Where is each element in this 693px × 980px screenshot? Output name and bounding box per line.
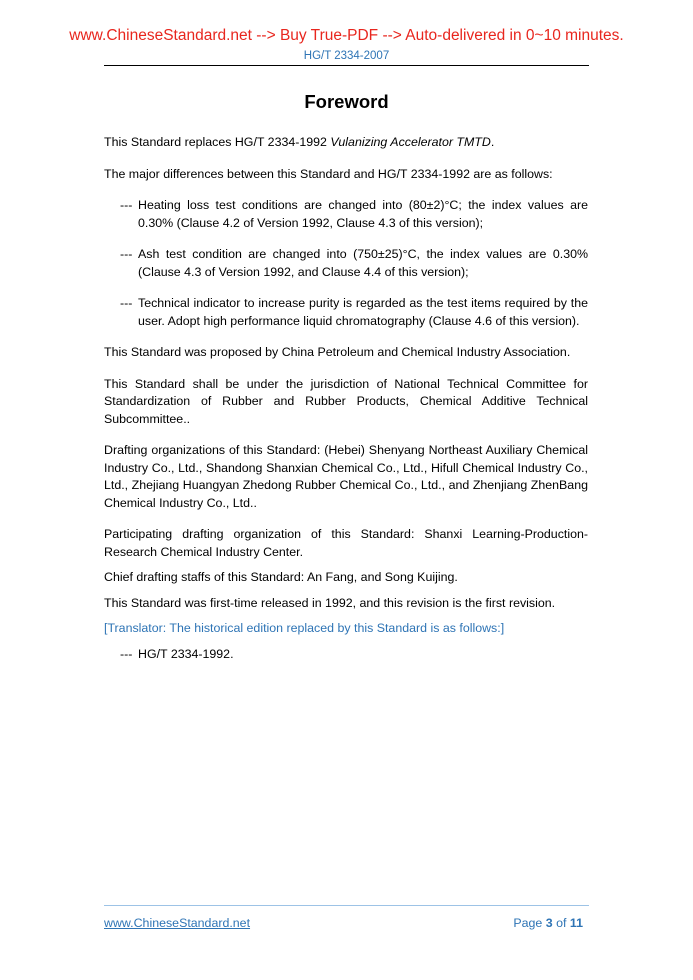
change-item — [120, 295, 588, 330]
drafting-orgs-paragraph: Drafting organizations of this Standard: (Hebei) Shenyang Northeast Auxiliary Chemical Industry Co., Ltd., Shandong Shanxian Chemical Co., Ltd., Hifull Chemical Industry Co., Ltd., Zhejiang Huangyan Zhedong Rubber Chemical Co., Ltd., and Zhenjiang ZhenBang Chemical Industry Co., Ltd.. — [104, 443, 588, 510]
dash-marker: --- — [120, 296, 133, 310]
page-current: 3 — [545, 916, 553, 930]
page-prefix: Page — [513, 916, 546, 930]
translator-note: [Translator: The historical edition replaced by this Standard is as follows:] — [104, 621, 505, 635]
header-banner-link[interactable]: www.ChineseStandard.net --> Buy True-PDF --> Auto-delivered in 0~10 minutes. — [69, 27, 624, 44]
dash-marker: --- — [120, 198, 133, 212]
page-title: Foreword — [304, 91, 389, 112]
dash-marker: --- — [120, 646, 133, 661]
chief-staff-paragraph: Chief drafting staffs of this Standard: An Fang, and Song Kuijing. — [104, 570, 458, 584]
page-total: 11 — [569, 916, 583, 930]
footer-site-link[interactable]: www.ChineseStandard.net — [104, 916, 251, 930]
page-of: of — [552, 916, 570, 930]
change-text: Heating loss test conditions are changed into (80±2)°C; the index values are 0.30% (Clause 4.2 of Version 1992, Clause 4.3 of this version); — [138, 198, 588, 230]
doc-code: HG/T 2334-2007 — [303, 50, 390, 62]
change-text: Ash test condition are changed into (750±25)°C, the index values are 0.30% (Clause 4.3 of Version 1992, and Clause 4.4 of this version); — [138, 247, 588, 279]
replaced-standard-title: Vulanizing Accelerator TMTD — [330, 135, 491, 149]
replaces-text: This Standard replaces HG/T 2334-1992 — [104, 135, 331, 149]
replaces-end: . — [490, 135, 495, 149]
dash-marker: --- — [120, 247, 133, 261]
change-item — [120, 246, 588, 281]
jurisdiction-paragraph: This Standard shall be under the jurisdiction of National Technical Committee for Standardization of Rubber and Rubber Products, Chemical Additive Technical Subcommittee.. — [104, 376, 588, 426]
change-text: Technical indicator to increase purity is regarded as the test items required by the user. Adopt high performance liquid chromatography (Clause 4.6 of this version). — [138, 296, 588, 328]
document-body — [104, 134, 588, 677]
participating-paragraph: Participating drafting organization of this Standard: Shanxi Learning-Production-Research Chemical Industry Center. — [104, 527, 588, 559]
page-number — [513, 916, 583, 930]
proposed-paragraph: This Standard was proposed by China Petroleum and Chemical Industry Association. — [104, 345, 571, 359]
differences-intro: The major differences between this Standard and HG/T 2334-1992 are as follows: — [104, 166, 553, 181]
header-divider — [104, 65, 589, 66]
replaces-paragraph — [104, 134, 588, 152]
history-text: HG/T 2334-1992. — [138, 646, 234, 661]
footer-divider — [104, 905, 589, 906]
change-item — [120, 197, 588, 232]
history-item — [120, 646, 588, 664]
release-paragraph: This Standard was first-time released in 1992, and this revision is the first revision. — [104, 595, 556, 610]
